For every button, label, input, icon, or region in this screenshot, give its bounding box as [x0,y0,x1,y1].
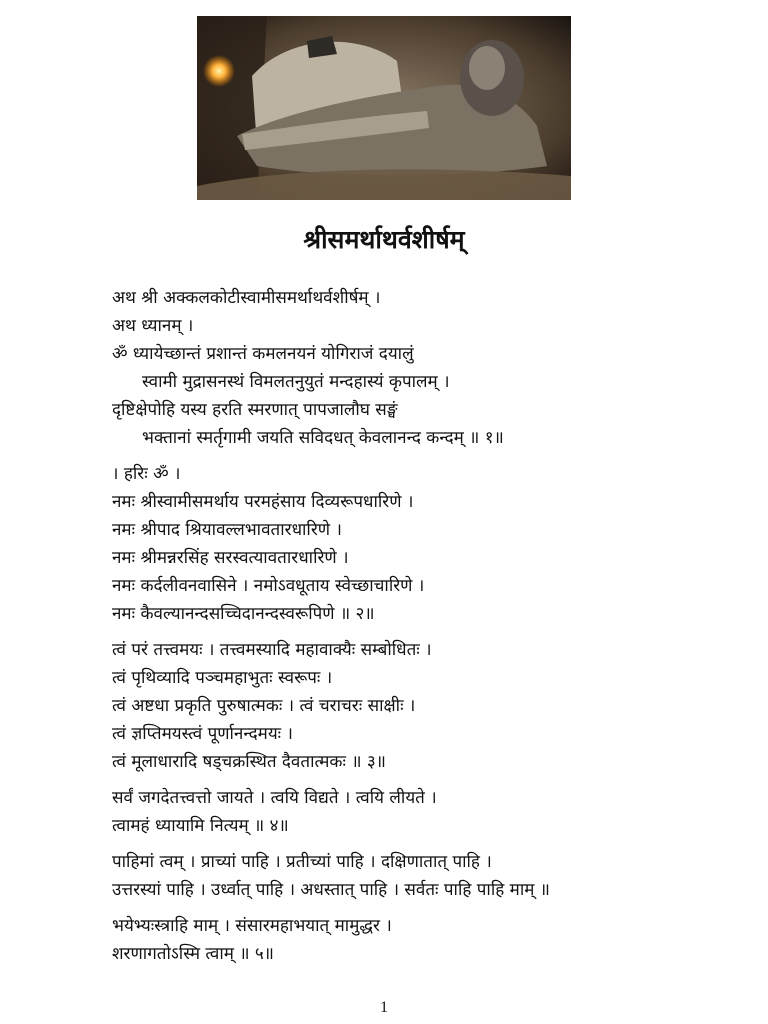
verse-line: नमः कैवल्यानन्दसच्चिदानन्दस्वरूपिणे ॥ २॥ [112,604,375,624]
verse-section [112,912,752,968]
verse-line: नमः श्रीमन्नरसिंह सरस्वत्यावतारधारिणे । [112,548,349,568]
verse-line: नमः श्रीस्वामीसमर्थाय परमहंसाय दिव्यरूपधारिणे । [112,492,414,512]
verse-section [112,848,752,904]
verse-line: नमः श्रीपाद श्रियावल्लभावतारधारिणे । [112,520,342,540]
verse-section [112,636,752,776]
hymn-body [112,284,752,968]
page-number: 1 [380,999,388,1016]
verse-line: त्वं अष्टधा प्रकृति पुरुषात्मकः । त्वं चराचरः साक्षीः । [112,696,416,716]
verse-line: त्वं परं तत्त्वमयः । तत्त्वमस्यादि महावाक्यैः सम्बोधितः । [112,640,432,660]
verse-line: भक्तानां स्मर्तृगामी जयति सविदधत् केवलानन्द कन्दम् ॥ १॥ [142,428,504,448]
verse-section [112,460,752,628]
verse-line: नमः कर्दलीवनवासिने । नमोऽवधूताय स्वेच्छाचारिणे । [112,576,425,596]
verse-line: शरणागतोऽस्मि त्वाम् ॥ ५॥ [112,944,274,964]
verse-line: त्वं मूलाधारादि षड्चक्रस्थित दैवतात्मकः ॥ ३॥ [112,752,386,772]
verse-line: पाहिमां त्वम् । प्राच्यां पाहि । प्रतीच्यां पाहि । दक्षिणातात् पाहि । [112,852,492,872]
verse-line: दृष्टिक्षेपोहि यस्य हरति स्मरणात् पापजालौघ सङ्घं [112,400,398,420]
verse-section [112,284,752,452]
verse-line: ॐ ध्यायेच्छान्तं प्रशान्तं कमलनयनं योगिराजं दयालुं [112,344,414,364]
verse-line: सर्वं जगदेतत्त्वत्तो जायते । त्वयि विद्यते । त्वयि लीयते । [112,788,437,808]
verse-line: अथ श्री अक्कलकोटीस्वामीसमर्थाथर्वशीर्षम् । [112,288,381,308]
verse-line: अथ ध्यानम् । [112,316,194,336]
verse-line: त्वं पृथिव्यादि पञ्चमहाभुतः स्वरूपः । [112,668,333,688]
verse-line: त्वामहं ध्यायामि नित्यम् ॥ ४॥ [112,816,289,836]
verse-line: त्वं ज्ञप्तिमयस्त्वं पूर्णानन्दमयः । [112,724,293,744]
verse-section [112,784,752,840]
verse-line: । हरिः ॐ । [112,464,181,484]
verse-line: उत्तरस्यां पाहि । उर्ध्वात् पाहि । अधस्तात् पाहि । सर्वतः पाहि पाहि माम् ॥ [112,880,550,900]
samadhi-photo-icon [197,16,571,200]
verse-line: भयेभ्यःस्त्राहि माम् । संसारमहाभयात् मामुद्धर । [112,916,392,936]
header-photo [197,16,571,200]
page-title: श्रीसमर्थाथर्वशीर्षम् [303,225,465,254]
verse-line: स्वामी मुद्रासनस्थं विमलतनुयुतं मन्दहास्यं कृपालम् । [142,372,450,392]
